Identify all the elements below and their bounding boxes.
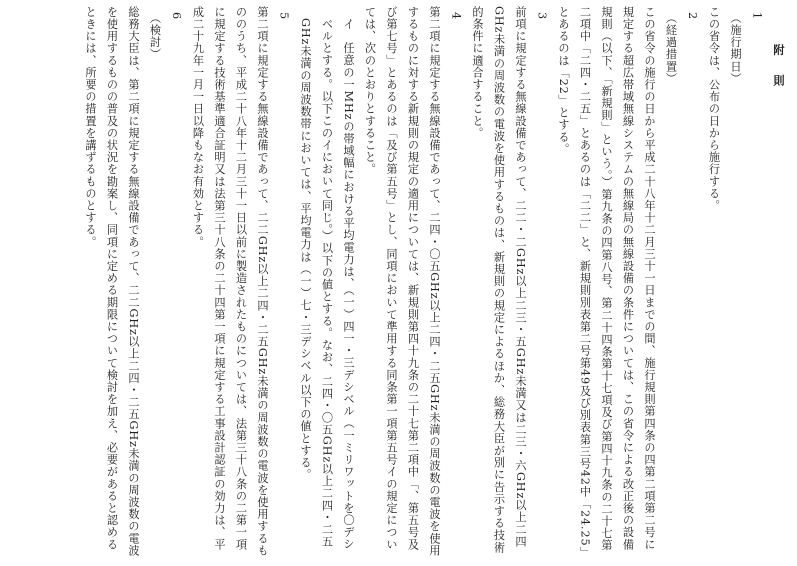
section-6-number: 6 [170, 12, 183, 21]
section-2-heading: （経過措置） [664, 12, 678, 85]
section-4-item-i: イ 任意の一MHzの帯域幅における平均電力は、（一）四一・三デシベル（一ミリワットを〇デシベルとする。以下このイにおいて同じ。）以下の値とする。なお、二四・〇五GHz以上二四・二五GHz未満の周波数帯においては、平均電力は（一）七・三デシベル以下の値とする。 [299, 18, 355, 551]
section-6-heading: （検討） [148, 12, 162, 61]
section-3-number: 3 [535, 12, 549, 21]
section-3-text: 前項に規定する無線設備であって、二二・二GHz以上二三・五GHz未満又は二三・六GHz以上二四GHz未満の周波数の電波を使用するものは、新規則の規定によるほか、総務大臣が別に告示する技術的条件に適合すること。 [471, 6, 527, 554]
section-5-text: 第二項に規定する無線設備であって、二二GHz以上二四・二五GHz未満の周波数の電波を使用するもののうち、平成二十八年十二月三十一日以前に製造されたものについては、法第三十八条の二第一項に規定する技術基準適合証明又は法第三十八条の二十四第一項に規定する工事設計認証の効力は、平成二十九年一月一日以降もなお有効とする。 [191, 6, 269, 557]
section-5-number: 5 [277, 12, 291, 21]
section-4-number: 4 [449, 12, 463, 21]
section-4-text: 第二項に規定する無線設備であって、二四・〇五GHz以上二四・二五GHz未満の周波数の電波を使用するものに対する新規則の規定の適用については、新規則第四十九条の二十七第二項中「、第五号及び第七号」とあるのは「及び第五号」とし、同項において準用する同条第一項第五号イの規定については、次のとおりとすること。 [363, 6, 441, 557]
section-6-text: 総務大臣は、第二項に規定する無線設備であって、二二GHz以上二四・二五GHz未満の周波数の電波を使用するものの普及の状況を勘案し、同項に定める期限について検討を加え、必要があると認めるときには、所要の措置を講ずるものとする。 [84, 6, 140, 557]
supplementary-provisions-title: 附 則 [772, 44, 786, 90]
vertical-text-body [8, 6, 789, 558]
section-1-number: 1 [750, 12, 764, 21]
section-2-text: この省令の施行の日から平成二十八年十二月三十一日までの間、施行規則第四条の四第二項第二号に規定する超広帯域無線システムの無線局の無線設備の条件については、この省令による改正後の設備規則（以下、「新規則」という。）第九条の四第八号、第二十四条第十七項及び第四十九条の二十七第二項中「二四・二五」とあるのは「二二」と、新規則別表第二号第49及び別表第三号42中「24.25」とあるのは「22」とする。 [557, 6, 656, 553]
section-1-text: この省令は、公布の日から施行する。 [707, 6, 721, 212]
section-2-number: 2 [686, 12, 699, 21]
section-1-heading: （施行期日） [729, 12, 742, 85]
